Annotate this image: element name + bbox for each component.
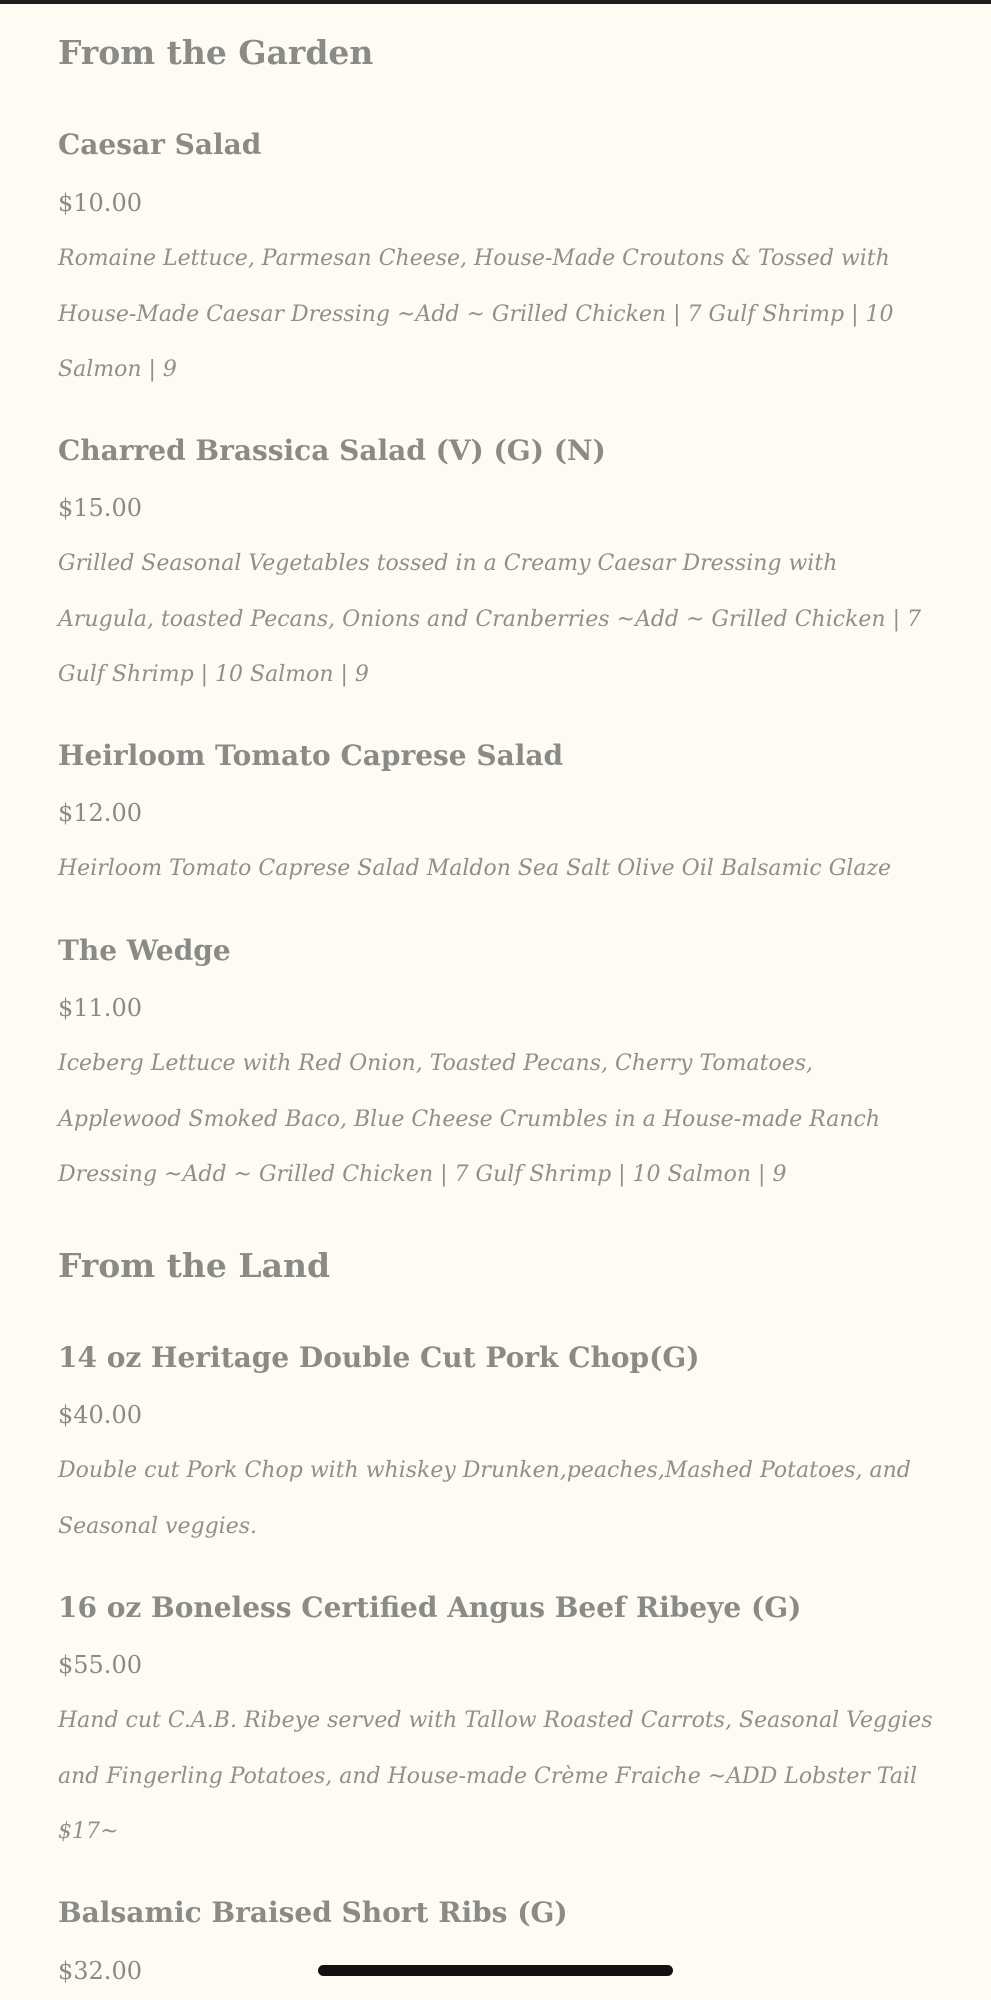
menu-item-name[interactable]: The Wedge <box>58 934 231 967</box>
menu-item-price: $10.00 <box>58 189 142 217</box>
menu-item-name[interactable]: 14 oz Heritage Double Cut Pork Chop(G) <box>58 1341 700 1374</box>
menu-item-description: Grilled Seasonal Vegetables tossed in a Creamy Caesar Dressing with Arugula, toasted Pecans, Onions and Cranberries ~Add ~ Grilled Chicken | 7 Gulf Shrimp | 10 Salmon | 9 <box>58 551 921 688</box>
menu-item-description: Double cut Pork Chop with whiskey Drunken,peaches,Mashed Potatoes, and Seasonal veggies. <box>58 1458 911 1539</box>
menu-item-name[interactable]: Heirloom Tomato Caprese Salad <box>58 739 564 772</box>
menu-item-name[interactable]: Balsamic Braised Short Ribs (G) <box>58 1896 568 1929</box>
menu-item-price: $55.00 <box>58 1651 142 1679</box>
menu-item-price: $40.00 <box>58 1401 142 1429</box>
home-indicator-bar[interactable] <box>318 1965 673 1976</box>
menu-item-name[interactable]: 16 oz Boneless Certified Angus Beef Ribeye (G) <box>58 1591 802 1624</box>
menu-item-price: $32.00 <box>58 1957 142 1985</box>
menu-item-price: $15.00 <box>58 494 142 522</box>
menu-item-name[interactable]: Charred Brassica Salad (V) (G) (N) <box>58 434 606 467</box>
menu-item-description: Hand cut C.A.B. Ribeye served with Tallow Roasted Carrots, Seasonal Veggies and Fingerling Potatoes, and House-made Crème Fraiche ~ADD Lobster Tail $17~ <box>58 1708 933 1845</box>
section-title-garden: From the Garden <box>58 33 374 72</box>
menu-item-description: Heirloom Tomato Caprese Salad Maldon Sea Salt Olive Oil Balsamic Glaze <box>58 856 892 881</box>
top-edge-bar <box>0 0 991 4</box>
menu-item-description: Romaine Lettuce, Parmesan Cheese, House-Made Croutons & Tossed with House-Made Caesar Dressing ~Add ~ Grilled Chicken | 7 Gulf Shrimp | 10 Salmon | 9 <box>58 246 894 383</box>
section-title-land: From the Land <box>58 1246 331 1285</box>
menu-item-name[interactable]: Caesar Salad <box>58 128 262 161</box>
menu-item-price: $12.00 <box>58 799 142 827</box>
menu-item-description: Iceberg Lettuce with Red Onion, Toasted Pecans, Cherry Tomatoes, Applewood Smoked Baco, Blue Cheese Crumbles in a House-made Ranch Dressing ~Add ~ Grilled Chicken | 7 Gulf Shrimp | 10 Salmon | 9 <box>58 1051 881 1188</box>
menu-item-price: $11.00 <box>58 994 142 1022</box>
